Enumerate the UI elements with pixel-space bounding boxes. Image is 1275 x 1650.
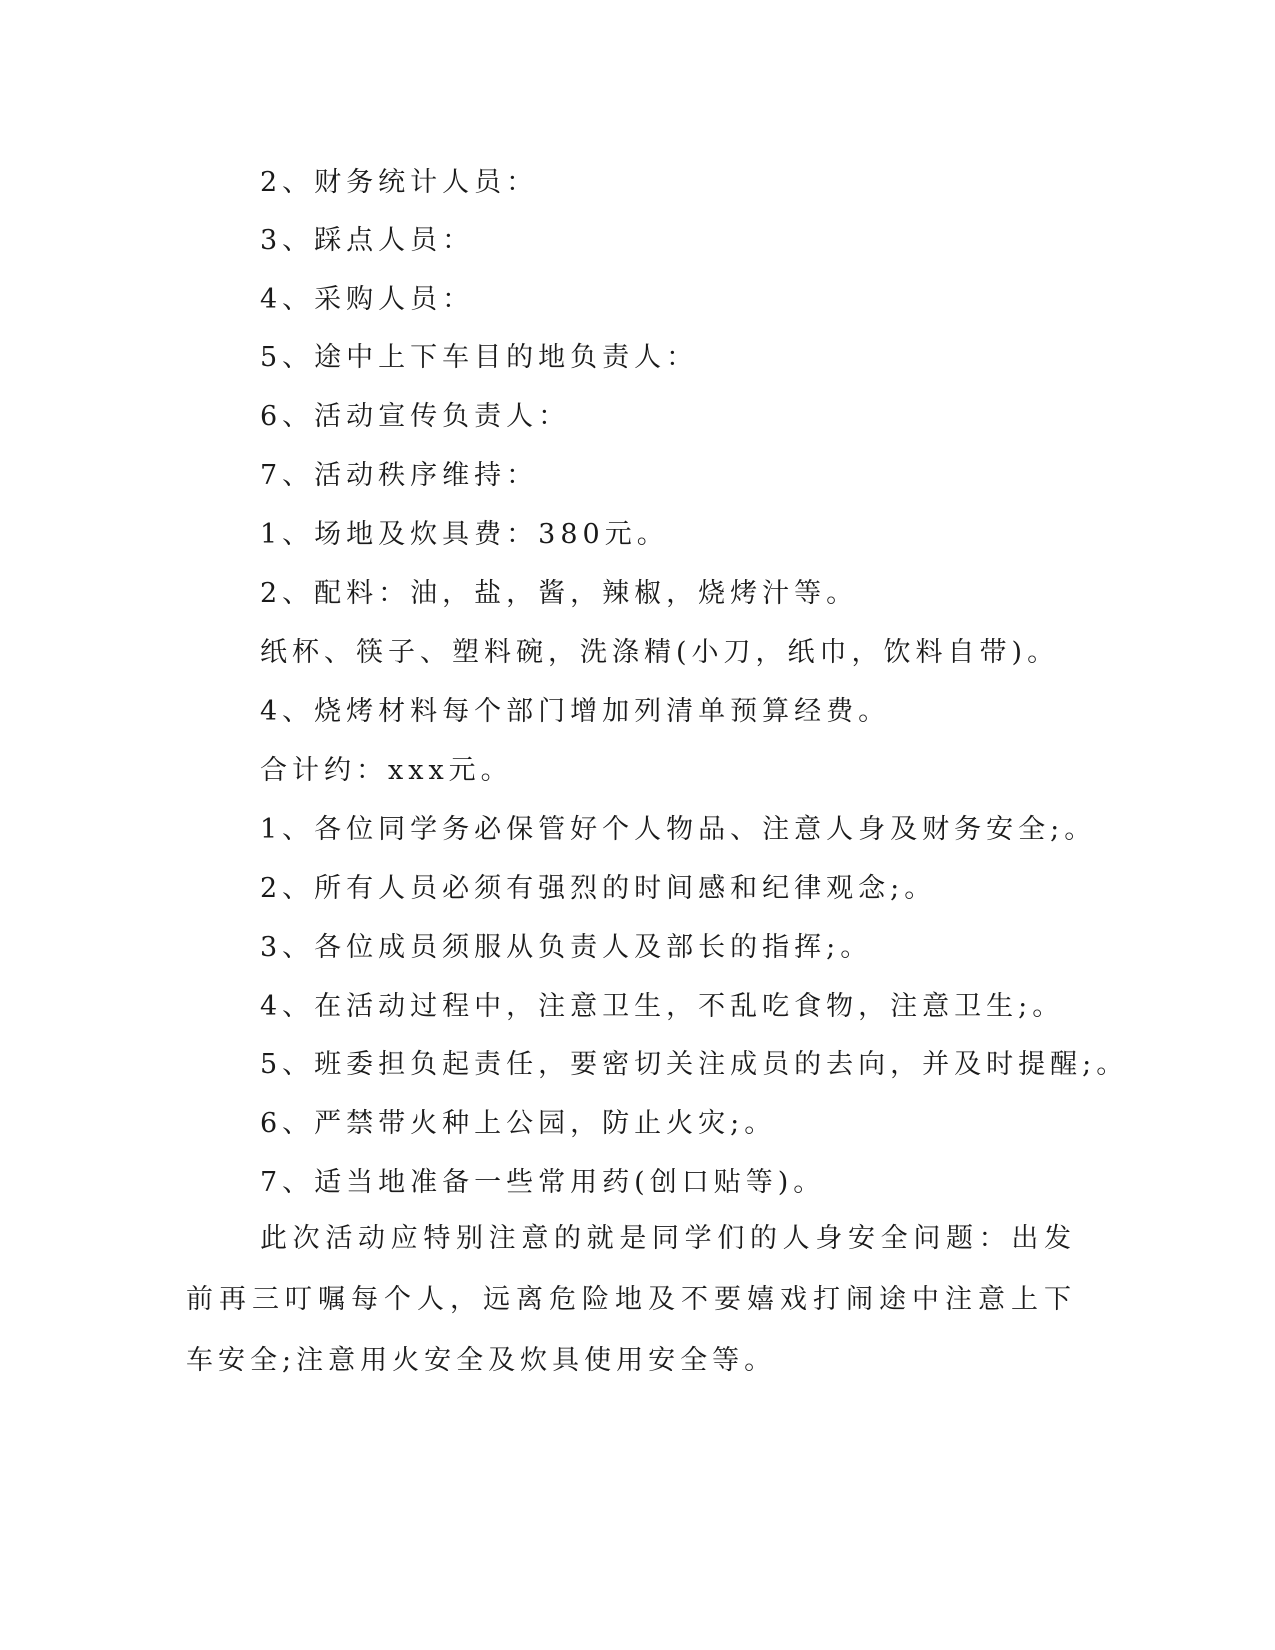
staff-purchasing-line: 4、采购人员： xyxy=(260,284,475,315)
notice-discipline-line: 2、所有人员必须有强烈的时间感和纪律观念;。 xyxy=(260,873,937,904)
notice-responsibility-line: 5、班委担负起责任，要密切关注成员的去向，并及时提醒;。 xyxy=(260,1049,1129,1080)
notice-command-line: 3、各位成员须服从负责人及部长的指挥;。 xyxy=(260,932,873,963)
closing-paragraph: 此次活动应特别注意的就是同学们的人身安全问题：出发前再三叮嘱每个人，远离危险地及不要嬉戏打闹途中注意上下车安全;注意用火安全及炊具使用安全等。 xyxy=(186,1223,1076,1376)
budget-total-line: 合计约：xxx元。 xyxy=(260,755,513,786)
staff-order-line: 7、活动秩序维持： xyxy=(260,460,539,491)
budget-seasoning-line: 2、配料：油，盐，酱，辣椒，烧烤汁等。 xyxy=(260,578,859,609)
notice-hygiene-line: 4、在活动过程中，注意卫生，不乱吃食物，注意卫生;。 xyxy=(260,991,1065,1022)
notice-fire-line: 6、严禁带火种上公园，防止火灾;。 xyxy=(260,1108,777,1139)
notice-medicine-line: 7、适当地准备一些常用药(创口贴等)。 xyxy=(260,1167,826,1198)
budget-materials-line: 4、烧烤材料每个部门增加列清单预算经费。 xyxy=(260,696,891,727)
staff-publicity-line: 6、活动宣传负责人： xyxy=(260,401,571,432)
staff-finance-line: 2、财务统计人员： xyxy=(260,167,539,198)
budget-tableware-line: 纸杯、筷子、塑料碗，洗涤精(小刀，纸巾，饮料自带)。 xyxy=(260,637,1060,668)
staff-scout-line: 3、踩点人员： xyxy=(260,225,475,256)
notice-belongings-line: 1、各位同学务必保管好个人物品、注意人身及财务安全;。 xyxy=(260,814,1097,845)
staff-transport-line: 5、途中上下车目的地负责人： xyxy=(260,342,699,373)
budget-venue-line: 1、场地及炊具费：380元。 xyxy=(260,519,669,550)
